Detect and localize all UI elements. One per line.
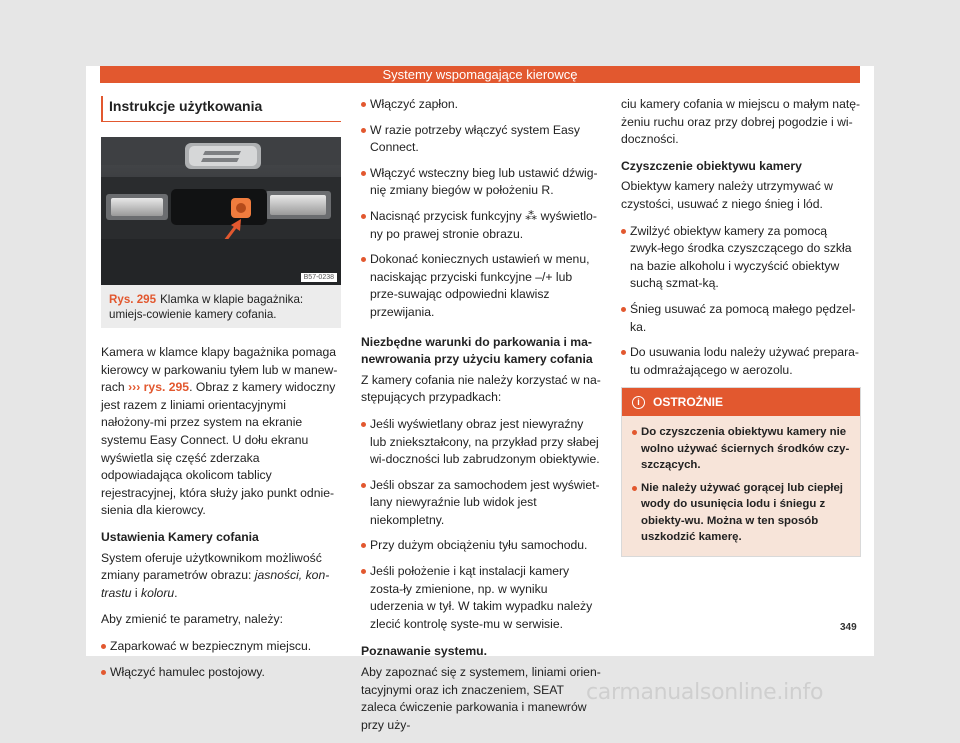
chapter-header: Systemy wspomagające kierowcę xyxy=(100,66,860,83)
learning-heading: Poznawanie systemu. xyxy=(361,644,487,659)
caution-header xyxy=(622,388,860,416)
list-item: Jeśli położenie i kąt instalacji kamery zosta-ły zmienione, np. w wyniku uderzenia w tył. W takim wypadku należy zlecić kontrolę syste-mu w serwisie. xyxy=(361,563,601,633)
change-paragraph: Aby zmienić te parametry, należy: xyxy=(101,612,283,627)
figure-caption-text: Klamka w klapie bagażnika: umiejs-cowienie kamery cofania. xyxy=(109,293,304,321)
intro-text-a: Kamera w klamce klapy bagażnika pomaga kierowcy w parkowaniu tyłem lub w manew-rach xyxy=(101,345,338,395)
intro-text-b: . Obraz z kamery widoczny jest razem z liniami orientacyjnymi nałożony-mi przez system na ekranie systemu Easy Connect. U dołu ekranu wyświetla się część zderzaka odpowiadająca okolicom tablicy rejestracyjnej, która służy jako punkt odnie-sienia dla kierowcy. xyxy=(101,380,336,518)
figure-label: Rys. 295 xyxy=(109,293,157,306)
rear-camera-figure xyxy=(101,137,341,285)
list-item: Dokonać koniecznych ustawień w menu, naciskając przyciski funkcyjne –/+ lub prze-suwając odpowiedni klawisz przewijania. xyxy=(361,251,601,321)
watermark: carmanualsonline.info xyxy=(586,680,824,705)
info-icon: i xyxy=(632,396,645,409)
column-3 xyxy=(621,96,861,557)
column-2 xyxy=(361,96,601,743)
settings-heading: Ustawienia Kamery cofania xyxy=(101,529,259,544)
list-item: Nacisnąć przycisk funkcyjny ⁂ wyświetlo-ny po prawej stronie obrazu. xyxy=(361,208,601,243)
list-item: Zaparkować w bezpiecznym miejscu. xyxy=(101,638,341,656)
list-item: Do usuwania lodu należy używać prepara-tu odmrażającego w aerozolu. xyxy=(621,344,861,379)
tailgate-handle-illustration xyxy=(101,137,341,285)
settings-paragraph xyxy=(101,550,341,603)
list-item: Do czyszczenia obiektywu kamery nie wolno używać ściernych środków czy-szczących. xyxy=(632,424,850,474)
settings-italic-2: koloru xyxy=(140,585,175,600)
page-number: 349 xyxy=(840,622,857,633)
figure-reference-link[interactable]: ››› rys. 295 xyxy=(128,380,190,395)
list-item: Włączyć wsteczny bieg lub ustawić dźwig-nię zmiany biegów w położeniu R. xyxy=(361,165,601,200)
caution-title: OSTROŻNIE xyxy=(653,395,724,410)
caution-box xyxy=(621,387,861,557)
list-item: Nie należy używać gorącej lub ciepłej wody do usunięcia lodu i śniegu z obiekty-wu. Można w ten sposób uszkodzić kamerę. xyxy=(632,480,850,546)
figure-caption xyxy=(101,285,341,328)
list-item: Śnieg usuwać za pomocą małego pędzel-ka. xyxy=(621,301,861,336)
settings-end: . xyxy=(174,585,178,600)
cleaning-heading: Czyszczenie obiektywu kamery xyxy=(621,158,802,173)
list-item: W razie potrzeby włączyć system Easy Connect. xyxy=(361,122,601,157)
list-item: Włączyć hamulec postojowy. xyxy=(101,664,341,682)
settings-text: System oferuje użytkownikom możliwość zmiany parametrów obrazu: xyxy=(101,550,322,583)
list-item: Zwilżyć obiektyw kamery za pomocą zwyk-łego środka czyszczącego do szkła na bazie alkoholu i wyczyścić obiektyw suchą szmat-ką. xyxy=(621,223,861,293)
column-1 xyxy=(101,96,341,689)
settings-mid: i xyxy=(131,585,141,600)
conditions-paragraph: Z kamery cofania nie należy korzystać w na-stępujących przypadkach: xyxy=(361,372,601,405)
list-item: Jeśli obszar za samochodem jest wyświet-lany niewyraźnie lub widok jest niekompletny. xyxy=(361,477,601,530)
continued-paragraph: ciu kamery cofania w miejscu o małym natę-żeniu ruchu oraz przy dobrej pogodzie i wi-doczności. xyxy=(621,97,861,147)
cleaning-paragraph: Obiektyw kamery należy utrzymywać w czystości, usuwać z niego śnieg i lód. xyxy=(621,179,833,211)
settings-italic-1: jasności, kon-trastu xyxy=(101,568,330,600)
list-item: Jeśli wyświetlany obraz jest niewyraźny lub zniekształcony, na przykład przy słabej wi-doczności lub zabrudzonym obiektywie. xyxy=(361,416,601,469)
figure-code: B57-0238 xyxy=(301,273,337,282)
conditions-heading: Niezbędne warunki do parkowania i ma-newrowania przy użyciu kamery cofania xyxy=(361,334,593,367)
list-item: Włączyć zapłon. xyxy=(361,96,601,114)
learning-paragraph: Aby zapoznać się z systemem, liniami orien-tacyjnymi oraz ich znaczeniem, SEAT zaleca ćwiczenie parkowania i manewrów przy uży- xyxy=(361,665,601,732)
caution-body xyxy=(622,416,860,556)
section-title: Instrukcje użytkowania xyxy=(101,96,341,122)
intro-paragraph xyxy=(101,344,341,520)
list-item: Przy dużym obciążeniu tyłu samochodu. xyxy=(361,537,601,555)
